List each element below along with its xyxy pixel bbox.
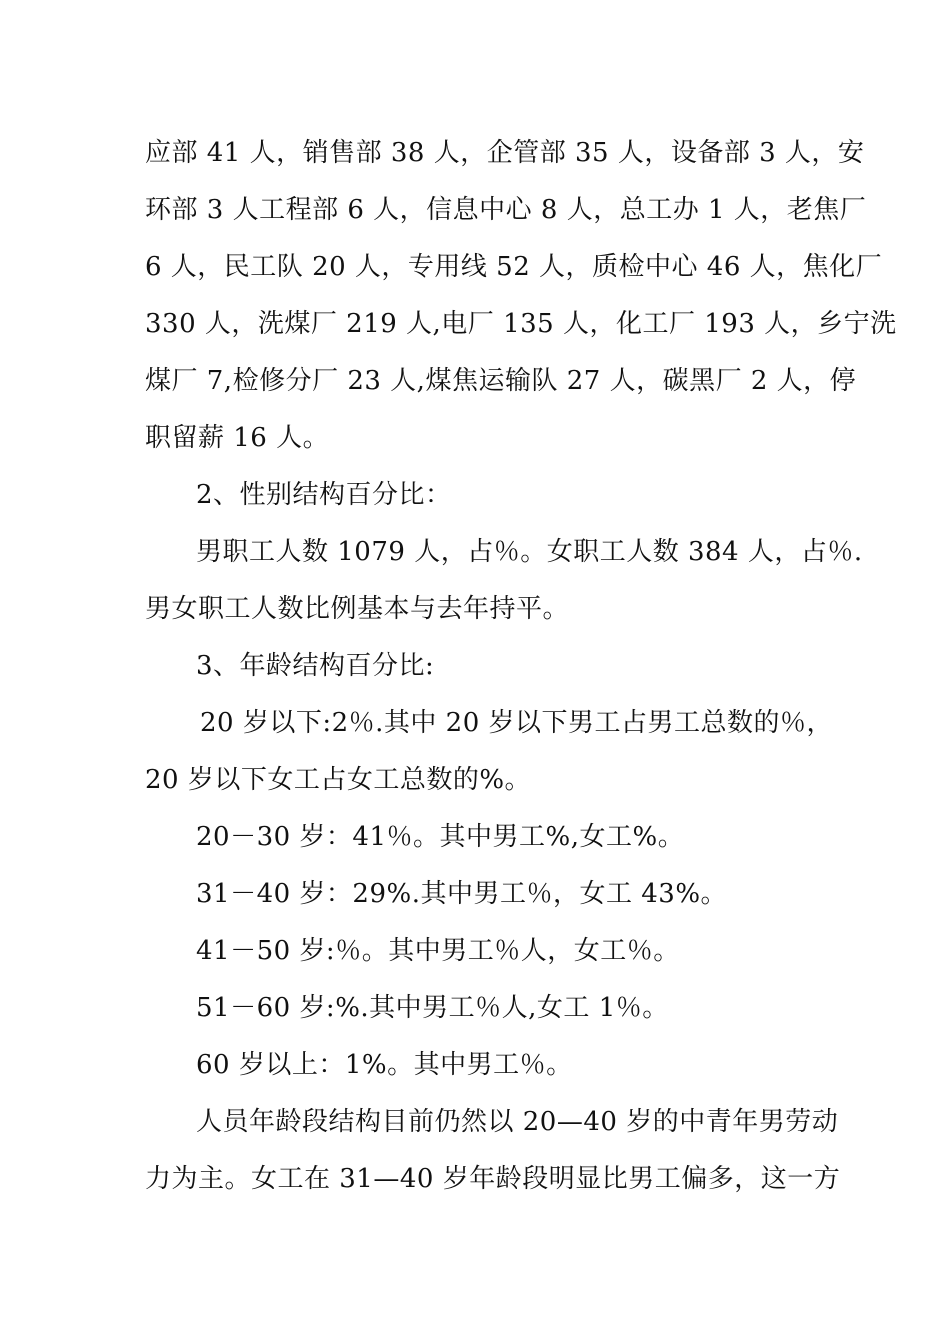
paragraph-line: 人员年龄段结构目前仍然以 20—40 岁的中青年男劳动	[196, 1107, 839, 1137]
paragraph-line: 环部 3 人工程部 6 人，信息中心 8 人，总工办 1 人，老焦厂	[145, 195, 867, 225]
age-bracket-line: 20－30 岁：41％。其中男工%,女工%。	[196, 822, 685, 852]
paragraph-line: 力为主。女工在 31—40 岁年龄段明显比男工偏多，这一方	[145, 1164, 841, 1194]
paragraph-line: 20 岁以下:2％.其中 20 岁以下男工占男工总数的％，	[200, 708, 834, 738]
paragraph-line: 330 人，洗煤厂 219 人,电厂 135 人，化工厂 193 人，乡宁洗	[145, 309, 897, 339]
age-bracket-line: 60 岁以上：1%。其中男工％。	[196, 1050, 573, 1080]
paragraph-line: 煤厂 7,检修分厂 23 人,煤焦运输队 27 人，碳黑厂 2 人，停	[145, 366, 857, 396]
age-bracket-line: 31－40 岁：29%.其中男工％，女工 43%。	[196, 879, 728, 909]
paragraph-line: 男女职工人数比例基本与去年持平。	[145, 594, 570, 624]
paragraph-line: 职留薪 16 人。	[145, 423, 330, 453]
section-heading: 3、年龄结构百分比:	[196, 651, 435, 681]
paragraph-line: 应部 41 人，销售部 38 人，企管部 35 人，设备部 3 人，安	[145, 138, 865, 168]
section-heading: 2、性别结构百分比：	[196, 480, 452, 510]
paragraph-line: 男职工人数 1079 人，占％。女职工人数 384 人，占％.	[196, 537, 863, 567]
paragraph-line: 20 岁以下女工占女工总数的%。	[145, 765, 532, 795]
age-bracket-line: 51－60 岁:%.其中男工％人,女工 1％。	[196, 993, 669, 1023]
age-bracket-line: 41－50 岁:％。其中男工％人，女工％。	[196, 936, 680, 966]
paragraph-line: 6 人，民工队 20 人，专用线 52 人，质检中心 46 人，焦化厂	[145, 252, 883, 282]
